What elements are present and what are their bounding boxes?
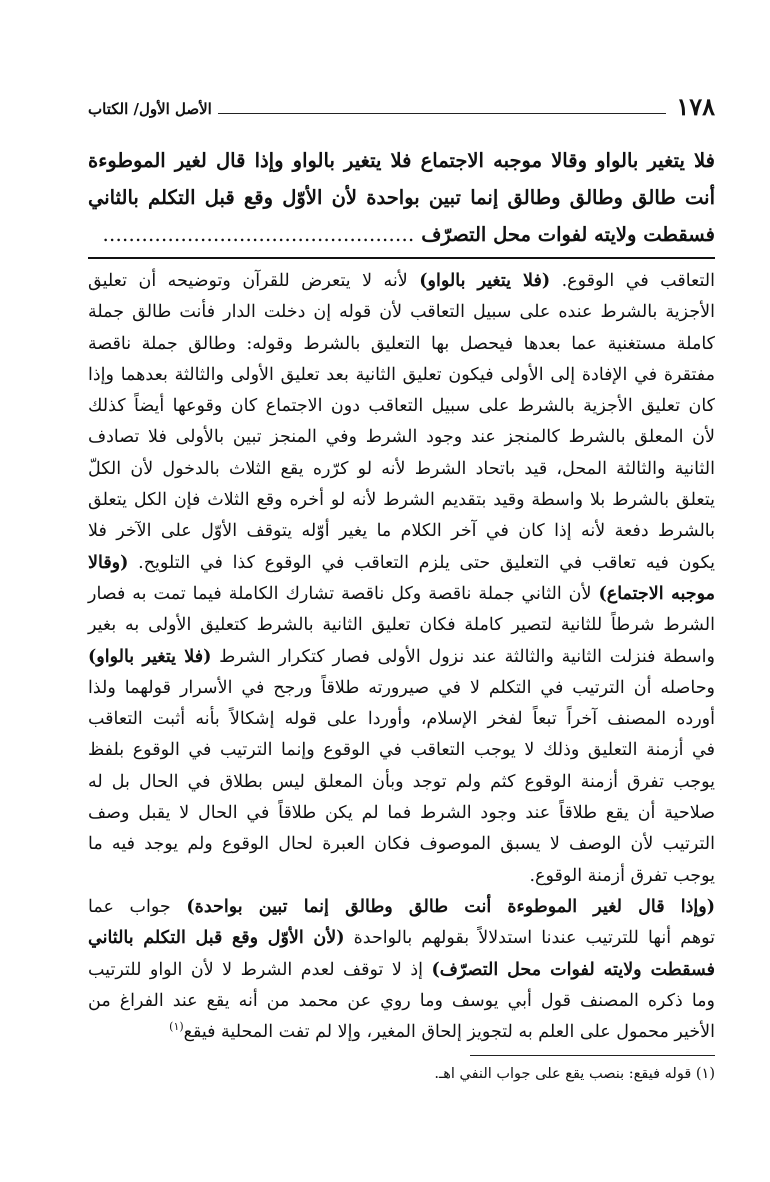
quoted-matn-text: (فلا يتغير بالواو) (419, 271, 551, 291)
sharh-line (88, 391, 715, 422)
sharh-text: يوجب تفرق أزمنة الوقوع كثم ولم توجد وبأن المعلق ليس بطلاق في الحال بل له (88, 771, 715, 792)
matn-line-text: فسقطت ولايته لفوات محل التصرّف (421, 223, 715, 246)
sharh-text: بالشرط دفعة لأنه إذا كان في آخر الكلام ما يغير أوّله يتوقف الأوّل على الآخر فلا (88, 521, 715, 542)
sharh-text: الترتيب لأن الوصف لا يسبق الموصوف فكان العبرة لحال الوقوع ولم يوجد فيه ما (88, 834, 715, 855)
sharh-line (88, 329, 715, 360)
sharh-line (88, 829, 715, 860)
sharh-text: الأخير محمول على العلم به لتجويز إلحاق المغير، وإلا لم تفت المحلية فيقع (183, 1022, 715, 1043)
sharh-line (88, 923, 715, 954)
quoted-matn-text: (لأن الأوّل وقع قبل التكلم بالثاني (88, 928, 345, 949)
quoted-matn-text: موجبه الاجتماع) (598, 583, 715, 604)
sharh-line (88, 454, 715, 485)
footnote-marker[interactable]: (١) (169, 1020, 184, 1034)
sharh-text: يتعلق بالشرط بلا واسطة وقيد بتقديم الشرط لأنه لو أخره وقع الثلاث فإن الكل يتعلق (88, 490, 715, 511)
sharh-text: لأنه لا يتعرض للقرآن وتوضيحه أن تعليق (88, 271, 420, 291)
sharh-line (88, 360, 715, 391)
sharh-line (88, 642, 715, 673)
sharh-line (88, 579, 715, 610)
quoted-matn-text: (فلا يتغير بالواو) (88, 646, 212, 667)
sharh-text: لأن المعلق بالشرط كالمنجز عند وجود الشرط وفي المنجز تبين بالأولى فلا تصادف (88, 427, 715, 448)
sharh-line (88, 673, 715, 704)
sharh-line (88, 610, 715, 641)
sharh-text: لأن الثاني جملة ناقصة وكل ناقصة تشارك الكاملة فيما تمت به فصار (88, 583, 599, 604)
sharh-line (88, 1017, 715, 1048)
sharh-text: الثانية والثالثة المحل، قيد باتحاد الشرط لأنه لو كرّره يقع الثلاث بالدخول لأن الكلّ (88, 458, 715, 479)
sharh-text: مفتقرة في الإفادة إلى الأولى فيكون تعليق الثانية بعد تعليق الأولى والثالثة بعدهما وإذا (88, 364, 715, 385)
matn-text (88, 142, 715, 253)
sharh-commentary (88, 266, 715, 1048)
footnote: (١) قوله فيقع: بنصب يقع على جواب النفي اهـ. (434, 1066, 715, 1082)
sharh-line (88, 297, 715, 328)
sharh-text: في أزمنة التعليق وذلك لا يوجب التعاقب في الوقوع وإنما الترتيب في الوقوع بلفظ (88, 740, 715, 761)
sharh-text: يكون فيه تعاقب في التعليق حتى يلزم التعاقب في الوقوع كذا في التلويح. (128, 552, 715, 573)
sharh-line (88, 735, 715, 766)
sharh-text: الأجزية بالشرط عنده على سبيل التعاقب لأن قوله إن دخلت الدار فأنت طالق جملة (88, 302, 715, 323)
sharh-text: كان تعليق الأجزية بالشرط على سبيل التعاقب دون الاجتماع كان وقوعها أيضاً كذلك (88, 396, 715, 417)
sharh-line (88, 986, 715, 1017)
page-number: ١٧٨ (676, 92, 715, 121)
sharh-line (88, 704, 715, 735)
sharh-line (88, 955, 715, 986)
sharh-text: صلاحية أن يقع طلاقاً عند وجود الشرط فما لم يكن طلاقاً في الحال لا يقبل وصف (88, 803, 715, 824)
sharh-line (88, 422, 715, 453)
matn-line (88, 216, 715, 253)
sharh-line (88, 485, 715, 516)
sharh-line (88, 266, 715, 297)
sharh-line (88, 516, 715, 547)
footnote-rule (470, 1055, 715, 1056)
matn-trailing-dots: ………………………………………… (102, 223, 415, 246)
matn-line: فلا يتغير بالواو وقالا موجبه الاجتماع فلا يتغير بالواو وإذا قال لغير الموطوءة (88, 149, 715, 172)
sharh-text: كاملة مستغنية عما بعدها فيحصل بها التعليق بالشرط وقوله: وطالق جملة ناقصة (88, 333, 715, 354)
sharh-text: جواب عما (88, 896, 187, 917)
sharh-text: الشرط شرطاً للثانية لتصير كاملة فكان تعليق الثانية بالشرط كتعليق الأولى به بغير (88, 615, 715, 636)
sharh-text: يوجب تفرق أزمنة الوقوع. (529, 865, 715, 886)
sharh-text: واسطة فنزلت الثانية والثالثة عند نزول الأولى فصار كتكرار الشرط (211, 646, 715, 667)
quoted-matn-text: (وقالا (88, 552, 129, 573)
sharh-text: توهم أنها للترتيب عندنا استدلالاً بقولهم بالواحدة (344, 928, 716, 949)
running-title: الأصل الأول/ الكتاب (88, 100, 212, 118)
sharh-text: وحاصله أن الترتيب في التكلم لا في صيرورته طلاقاً ورجح في الأسرار قولهما ولذا (88, 677, 715, 698)
sharh-text: التعاقب في الوقوع. (550, 271, 715, 291)
page-header (88, 92, 715, 120)
quoted-matn-text: (وإذا قال لغير الموطوءة أنت طالق وطالق إنما تبين بواحدة) (186, 896, 715, 917)
sharh-text: وما ذكره المصنف قول أبي يوسف وما روي عن محمد من أنه يقع عند الفراغ من (88, 990, 715, 1011)
sharh-line (88, 798, 715, 829)
quoted-matn-text: فسقطت ولايته لفوات محل التصرّف) (431, 959, 715, 980)
sharh-text: أورده المصنف آخراً تبعاً لفخر الإسلام، وأوردا على قوله إشكالاً بأنه أثبت التعاقب (88, 709, 715, 730)
sharh-line (88, 767, 715, 798)
sharh-line (88, 892, 715, 923)
matn-separator-rule (88, 257, 715, 259)
sharh-line (88, 548, 715, 579)
sharh-text: إذ لا توقف لعدم الشرط لا لأن الواو للترتيب (88, 959, 432, 980)
header-rule (218, 113, 666, 114)
sharh-line (88, 861, 715, 892)
matn-line: أنت طالق وطالق وطالق إنما تبين بواحدة لأن الأوّل وقع قبل التكلم بالثاني (88, 186, 715, 209)
